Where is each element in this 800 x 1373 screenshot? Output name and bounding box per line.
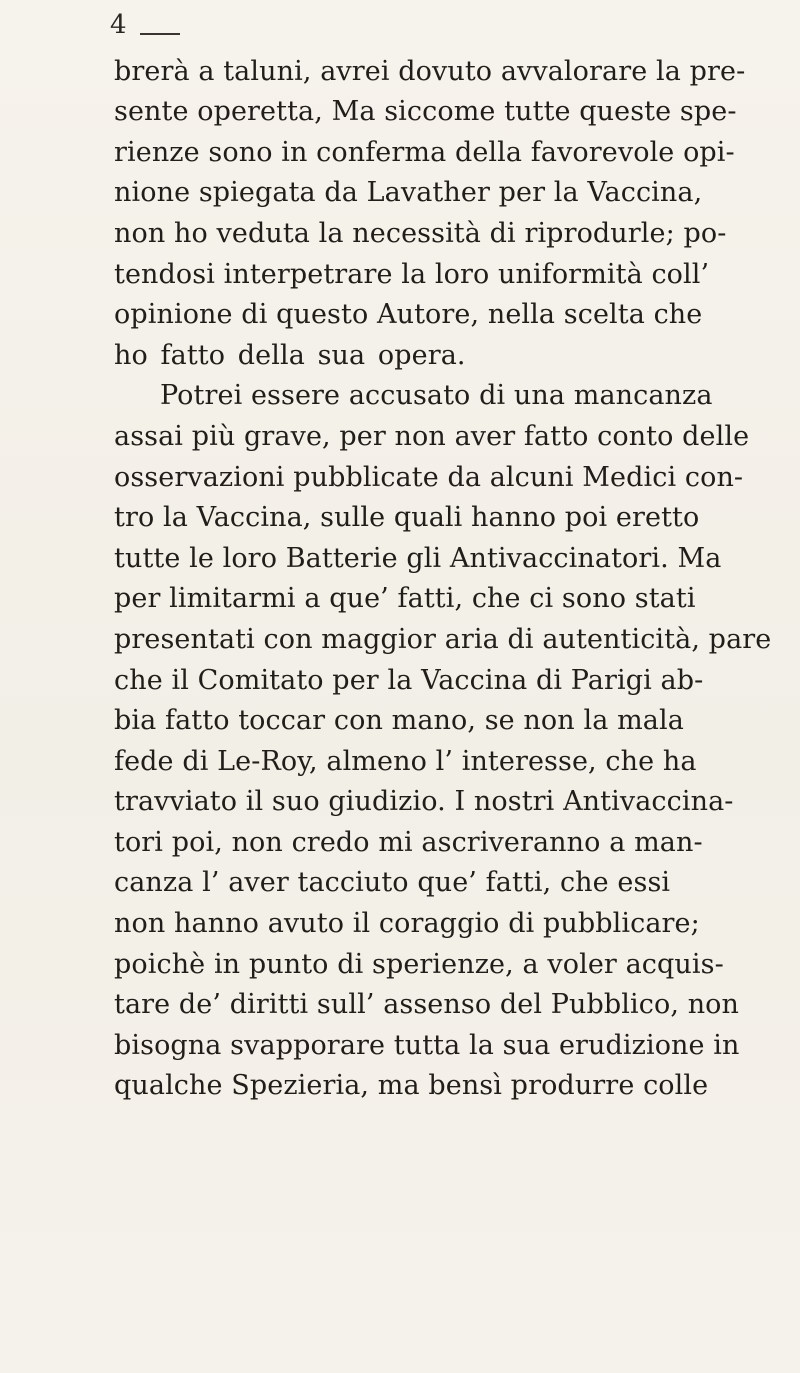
text-line: nione spiegata da Lavather per la Vaccina, [114, 177, 703, 209]
text-line: non hanno avuto il coraggio di pubblicare; [114, 908, 700, 940]
text-line: poichè in punto di sperienze, a voler acquis- [114, 948, 724, 980]
text-line: tendosi interpetrare la loro uniformità coll’ [114, 258, 710, 290]
page-number: 4 [110, 10, 150, 40]
text-line: fede di Le-Roy, almeno l’ interesse, che ha [114, 745, 697, 777]
text-line: per limitarmi a que’ fatti, che ci sono stati [114, 583, 696, 615]
text-line: bisogna svapporare tutta la sua erudizione in [114, 1029, 740, 1061]
text-line: travviato il suo giudizio. I nostri Antivaccina- [114, 786, 734, 818]
body-text [114, 46, 794, 1101]
text-line: sente operetta, Ma siccome tutte queste spe- [114, 96, 737, 128]
text-line: opinione di questo Autore, nella scelta che [114, 299, 703, 331]
text-line: assai più grave, per non aver fatto conto delle [114, 420, 750, 452]
text-line: presentati con maggior aria di autenticità, pare [114, 623, 772, 655]
text-line: tori poi, non credo mi ascriveranno a man- [114, 826, 703, 858]
text-line: ho fatto della sua opera. [114, 339, 466, 371]
text-line: osservazioni pubblicate da alcuni Medici con- [114, 461, 744, 493]
text-line: tare de’ diritti sull’ assenso del Pubblico, non [114, 989, 740, 1021]
text-line: non ho veduta la necessità di riprodurle; po- [114, 217, 727, 249]
text-line: canza l’ aver tacciuto que’ fatti, che essi [114, 867, 671, 899]
text-line: Potrei essere accusato di una mancanza [160, 380, 713, 412]
text-line: qualche Spezieria, ma bensì produrre colle [114, 1070, 709, 1102]
text-line: bia fatto toccar con mano, se non la mala [114, 705, 684, 737]
text-line: che il Comitato per la Vaccina di Parigi ab- [114, 664, 704, 696]
text-line: tutte le loro Batterie gli Antivaccinatori. Ma [114, 542, 722, 574]
text-line: rienze sono in conferma della favorevole opi- [114, 136, 735, 168]
text-line: brerà a taluni, avrei dovuto avvalorare la pre- [114, 55, 746, 87]
text-line: tro la Vaccina, sulle quali hanno poi eretto [114, 502, 700, 534]
